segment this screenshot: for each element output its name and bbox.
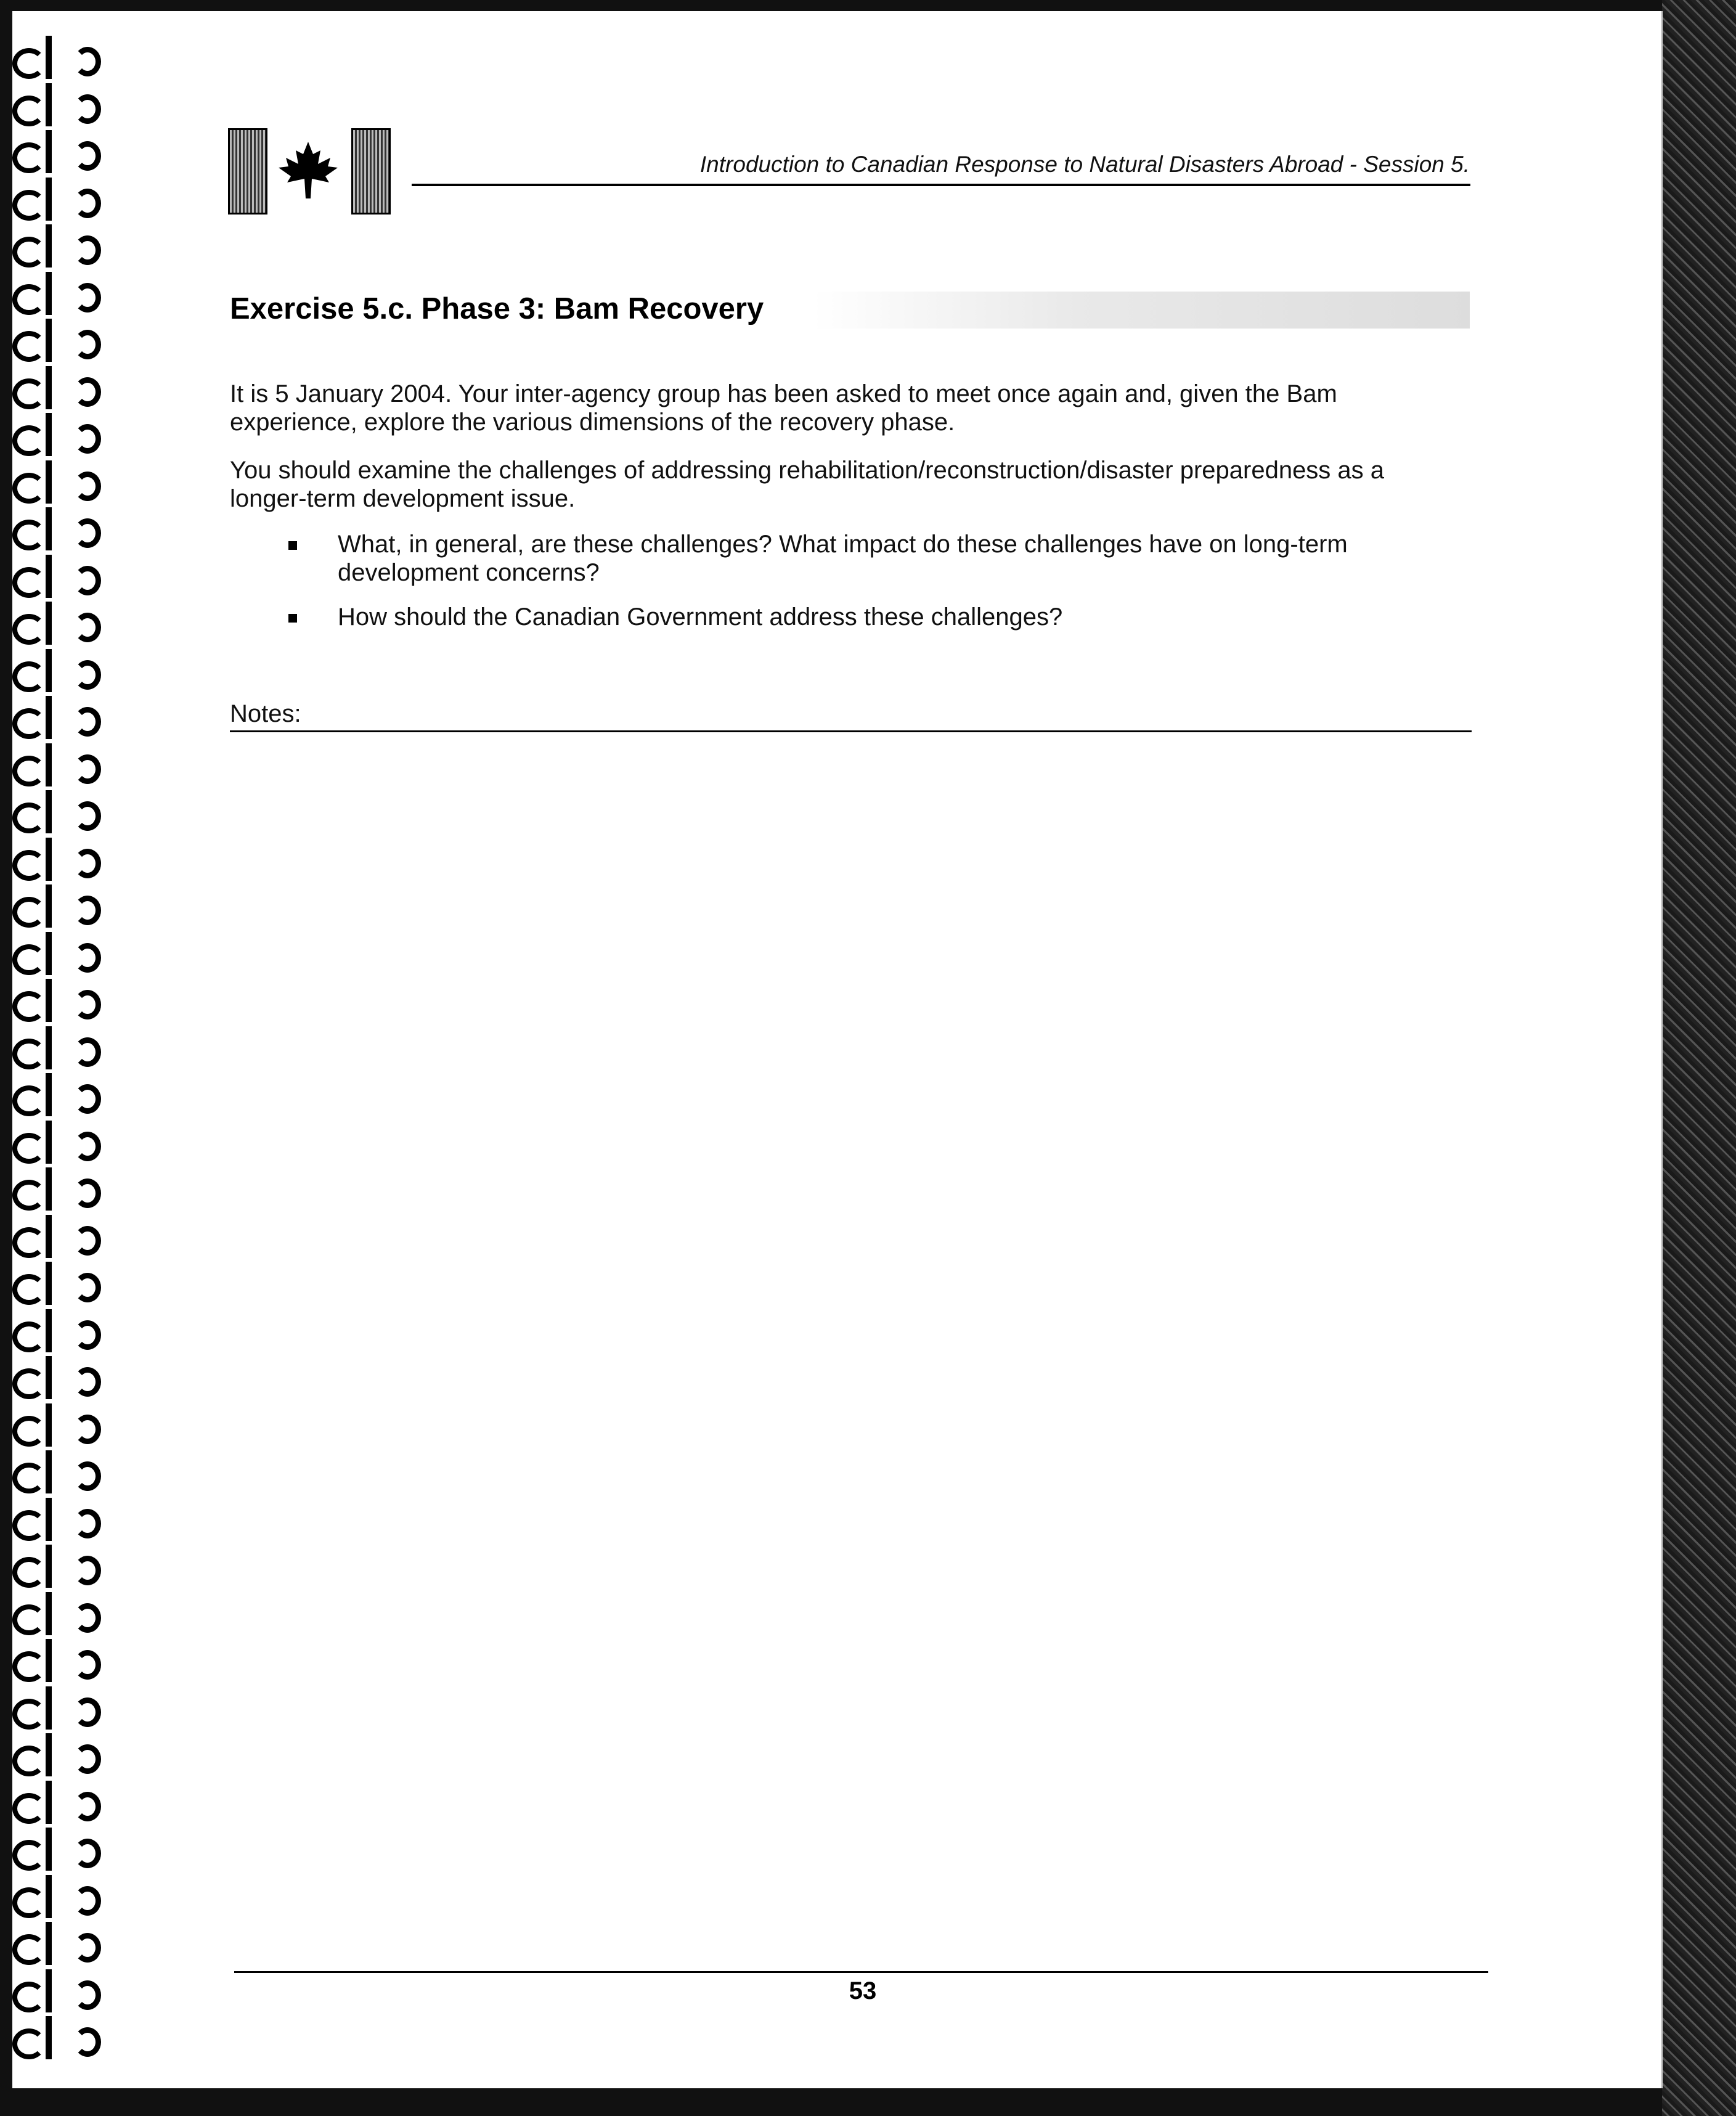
spiral-ring: [12, 1699, 46, 1730]
spiral-bar: [46, 602, 52, 645]
spiral-ring: [12, 1651, 46, 1682]
spiral-loop: [12, 507, 111, 554]
spiral-ring: [12, 1085, 46, 1116]
spiral-bar: [46, 1215, 52, 1258]
spiral-bar: [46, 36, 52, 79]
list-item: [230, 603, 1462, 631]
spiral-loop: [12, 1073, 111, 1120]
spiral-bar: [46, 83, 52, 126]
spiral-hook: [74, 330, 101, 359]
spiral-hook: [74, 377, 101, 407]
spiral-loop: [12, 838, 111, 884]
spiral-ring: [12, 1368, 46, 1399]
spiral-hook: [74, 1367, 101, 1397]
spiral-loop: [12, 743, 111, 790]
exercise-title: Exercise 5.c. Phase 3: Bam Recovery: [230, 292, 764, 325]
spiral-hook: [74, 707, 101, 737]
spiral-ring: [12, 190, 46, 221]
spiral-hook: [74, 943, 101, 973]
spiral-loop: [12, 602, 111, 648]
spiral-hook: [74, 283, 101, 312]
spiral-loop: [12, 2016, 111, 2063]
spiral-loop: [12, 272, 111, 319]
spiral-bar: [46, 932, 52, 975]
spiral-loop: [12, 1781, 111, 1828]
spiral-bar: [46, 1545, 52, 1588]
intro-paragraph: It is 5 January 2004. Your inter-agency group has been asked to meet once again and, given the Bam experience, explore the various dimensions of the recovery phase.: [230, 380, 1337, 436]
page-number: 53: [849, 1977, 877, 2004]
spiral-loop: [12, 1828, 111, 1874]
spiral-ring: [12, 1793, 46, 1824]
spiral-hook: [74, 801, 101, 831]
spiral-ring: [12, 331, 46, 362]
spiral-bar: [46, 1733, 52, 1776]
spiral-loop: [12, 1450, 111, 1497]
spiral-loop: [12, 1215, 111, 1262]
bullet-icon: [288, 614, 297, 623]
spiral-hook: [74, 1697, 101, 1727]
question-text: What, in general, are these challenges? What impact do these challenges have on long-term development concerns?: [338, 531, 1348, 586]
spiral-hook: [74, 1839, 101, 1868]
spiral-bar: [46, 507, 52, 550]
spiral-ring: [12, 96, 46, 126]
spiral-hook: [74, 47, 101, 76]
spiral-loop: [12, 555, 111, 602]
spiral-bar: [46, 1828, 52, 1871]
spiral-loop: [12, 1121, 111, 1167]
spiral-bar: [46, 1073, 52, 1116]
spiral-ring: [12, 48, 46, 79]
spiral-loop: [12, 1545, 111, 1591]
spiral-bar: [46, 1356, 52, 1399]
spiral-ring: [12, 756, 46, 786]
spiral-ring: [12, 708, 46, 739]
spiral-hook: [74, 518, 101, 548]
spiral-loop: [12, 979, 111, 1026]
spiral-loop: [12, 1403, 111, 1450]
spiral-binding: [12, 36, 111, 2088]
spiral-hook: [74, 566, 101, 595]
spiral-bar: [46, 696, 52, 739]
spiral-bar: [46, 1639, 52, 1682]
spiral-bar: [46, 130, 52, 173]
spiral-ring: [12, 425, 46, 456]
spiral-loop: [12, 1262, 111, 1309]
spiral-loop: [12, 36, 111, 83]
spiral-ring: [12, 614, 46, 645]
spiral-hook: [74, 1273, 101, 1302]
spiral-bar: [46, 1450, 52, 1493]
spiral-hook: [74, 849, 101, 878]
spiral-hook: [74, 1980, 101, 2010]
spiral-loop: [12, 1356, 111, 1403]
spiral-ring: [12, 850, 46, 881]
spiral-loop: [12, 1733, 111, 1780]
spiral-ring: [12, 1463, 46, 1493]
spiral-loop: [12, 460, 111, 507]
spiral-bar: [46, 319, 52, 362]
spiral-bar: [46, 1167, 52, 1211]
list-item: [230, 530, 1462, 587]
spiral-bar: [46, 460, 52, 504]
spiral-hook: [74, 1226, 101, 1256]
spiral-bar: [46, 1592, 52, 1635]
spiral-loop: [12, 649, 111, 696]
document-page: [12, 11, 1663, 2088]
spiral-ring: [12, 1840, 46, 1871]
spiral-ring: [12, 142, 46, 173]
spiral-loop: [12, 1167, 111, 1214]
title-shading: [813, 292, 1470, 329]
spiral-ring: [12, 567, 46, 598]
spiral-bar: [46, 1781, 52, 1824]
spiral-ring: [12, 1321, 46, 1352]
spiral-loop: [12, 366, 111, 413]
spiral-hook: [74, 660, 101, 690]
spiral-ring: [12, 1039, 46, 1069]
spiral-loop: [12, 413, 111, 460]
spiral-hook: [74, 1650, 101, 1680]
spiral-bar: [46, 838, 52, 881]
spiral-bar: [46, 178, 52, 221]
spiral-loop: [12, 1686, 111, 1733]
spiral-hook: [74, 1415, 101, 1444]
spiral-bar: [46, 979, 52, 1022]
spiral-bar: [46, 1686, 52, 1730]
spiral-ring: [12, 1227, 46, 1258]
spiral-bar: [46, 1875, 52, 1918]
spiral-ring: [12, 1557, 46, 1588]
spiral-loop: [12, 178, 111, 224]
flag-right-bar: [351, 128, 391, 214]
spiral-hook: [74, 613, 101, 642]
spiral-hook: [74, 1886, 101, 1916]
spiral-hook: [74, 189, 101, 218]
notes-rule: [230, 730, 1472, 732]
running-header: Introduction to Canadian Response to Natural Disasters Abroad - Session 5.: [699, 152, 1470, 177]
spiral-loop: [12, 790, 111, 837]
spiral-hook: [74, 1556, 101, 1585]
scan-background: [1662, 0, 1736, 2116]
spiral-bar: [46, 884, 52, 928]
spiral-bar: [46, 2016, 52, 2059]
spiral-ring: [12, 237, 46, 268]
spiral-hook: [74, 235, 101, 265]
bullet-icon: [288, 541, 297, 550]
spiral-ring: [12, 1510, 46, 1541]
spiral-loop: [12, 884, 111, 931]
spiral-bar: [46, 1969, 52, 2012]
spiral-ring: [12, 378, 46, 409]
spiral-ring: [12, 1887, 46, 1918]
question-list: [230, 530, 1462, 647]
spiral-hook: [74, 1744, 101, 1774]
spiral-bar: [46, 1026, 52, 1069]
spiral-hook: [74, 1792, 101, 1821]
spiral-hook: [74, 424, 101, 454]
canada-wordmark-logo: [228, 128, 388, 214]
spiral-hook: [74, 1461, 101, 1491]
spiral-loop: [12, 130, 111, 177]
spiral-loop: [12, 696, 111, 743]
spiral-ring: [12, 473, 46, 504]
spiral-bar: [46, 649, 52, 692]
spiral-bar: [46, 1262, 52, 1305]
spiral-bar: [46, 1922, 52, 1965]
spiral-loop: [12, 1498, 111, 1545]
spiral-ring: [12, 661, 46, 692]
spiral-bar: [46, 790, 52, 833]
spiral-ring: [12, 2028, 46, 2059]
spiral-bar: [46, 366, 52, 409]
spiral-bar: [46, 555, 52, 598]
spiral-ring: [12, 1982, 46, 2012]
spiral-hook: [74, 2027, 101, 2057]
spiral-ring: [12, 284, 46, 315]
spiral-bar: [46, 1121, 52, 1164]
flag-left-bar: [228, 128, 267, 214]
spiral-hook: [74, 472, 101, 501]
question-text: How should the Canadian Government address these challenges?: [338, 603, 1063, 631]
spiral-hook: [74, 1179, 101, 1208]
notes-label: Notes:: [230, 700, 301, 727]
maple-leaf-icon: [271, 139, 345, 201]
spiral-hook: [74, 1509, 101, 1538]
spiral-loop: [12, 1969, 111, 2016]
spiral-bar: [46, 743, 52, 786]
spiral-bar: [46, 1498, 52, 1541]
spiral-ring: [12, 991, 46, 1022]
spiral-loop: [12, 224, 111, 271]
spiral-loop: [12, 1639, 111, 1686]
spiral-ring: [12, 897, 46, 928]
spiral-loop: [12, 1309, 111, 1356]
spiral-hook: [74, 990, 101, 1019]
spiral-ring: [12, 1180, 46, 1211]
spiral-ring: [12, 1604, 46, 1635]
spiral-bar: [46, 272, 52, 315]
spiral-loop: [12, 83, 111, 130]
header-rule: [412, 184, 1470, 186]
spiral-hook: [74, 1037, 101, 1067]
spiral-ring: [12, 1746, 46, 1776]
spiral-bar: [46, 1403, 52, 1447]
spiral-loop: [12, 1875, 111, 1922]
spiral-loop: [12, 932, 111, 979]
task-paragraph: You should examine the challenges of addressing rehabilitation/reconstruction/disaster preparedness as a longer-term development issue.: [230, 457, 1385, 512]
spiral-hook: [74, 896, 101, 925]
spiral-ring: [12, 1274, 46, 1305]
spiral-hook: [74, 1320, 101, 1350]
spiral-ring: [12, 520, 46, 550]
spiral-ring: [12, 1133, 46, 1164]
spiral-hook: [74, 141, 101, 171]
spiral-bar: [46, 224, 52, 268]
spiral-ring: [12, 1934, 46, 1965]
spiral-bar: [46, 1309, 52, 1352]
spiral-bar: [46, 413, 52, 456]
spiral-hook: [74, 1603, 101, 1633]
spiral-hook: [74, 94, 101, 124]
spiral-ring: [12, 803, 46, 833]
spiral-loop: [12, 1026, 111, 1073]
footer-rule: [234, 1971, 1488, 1973]
spiral-loop: [12, 319, 111, 366]
spiral-loop: [12, 1592, 111, 1639]
spiral-hook: [74, 1084, 101, 1114]
spiral-hook: [74, 1933, 101, 1963]
spiral-ring: [12, 1416, 46, 1447]
spiral-hook: [74, 754, 101, 784]
spiral-loop: [12, 1922, 111, 1969]
spiral-ring: [12, 944, 46, 975]
spiral-hook: [74, 1132, 101, 1161]
